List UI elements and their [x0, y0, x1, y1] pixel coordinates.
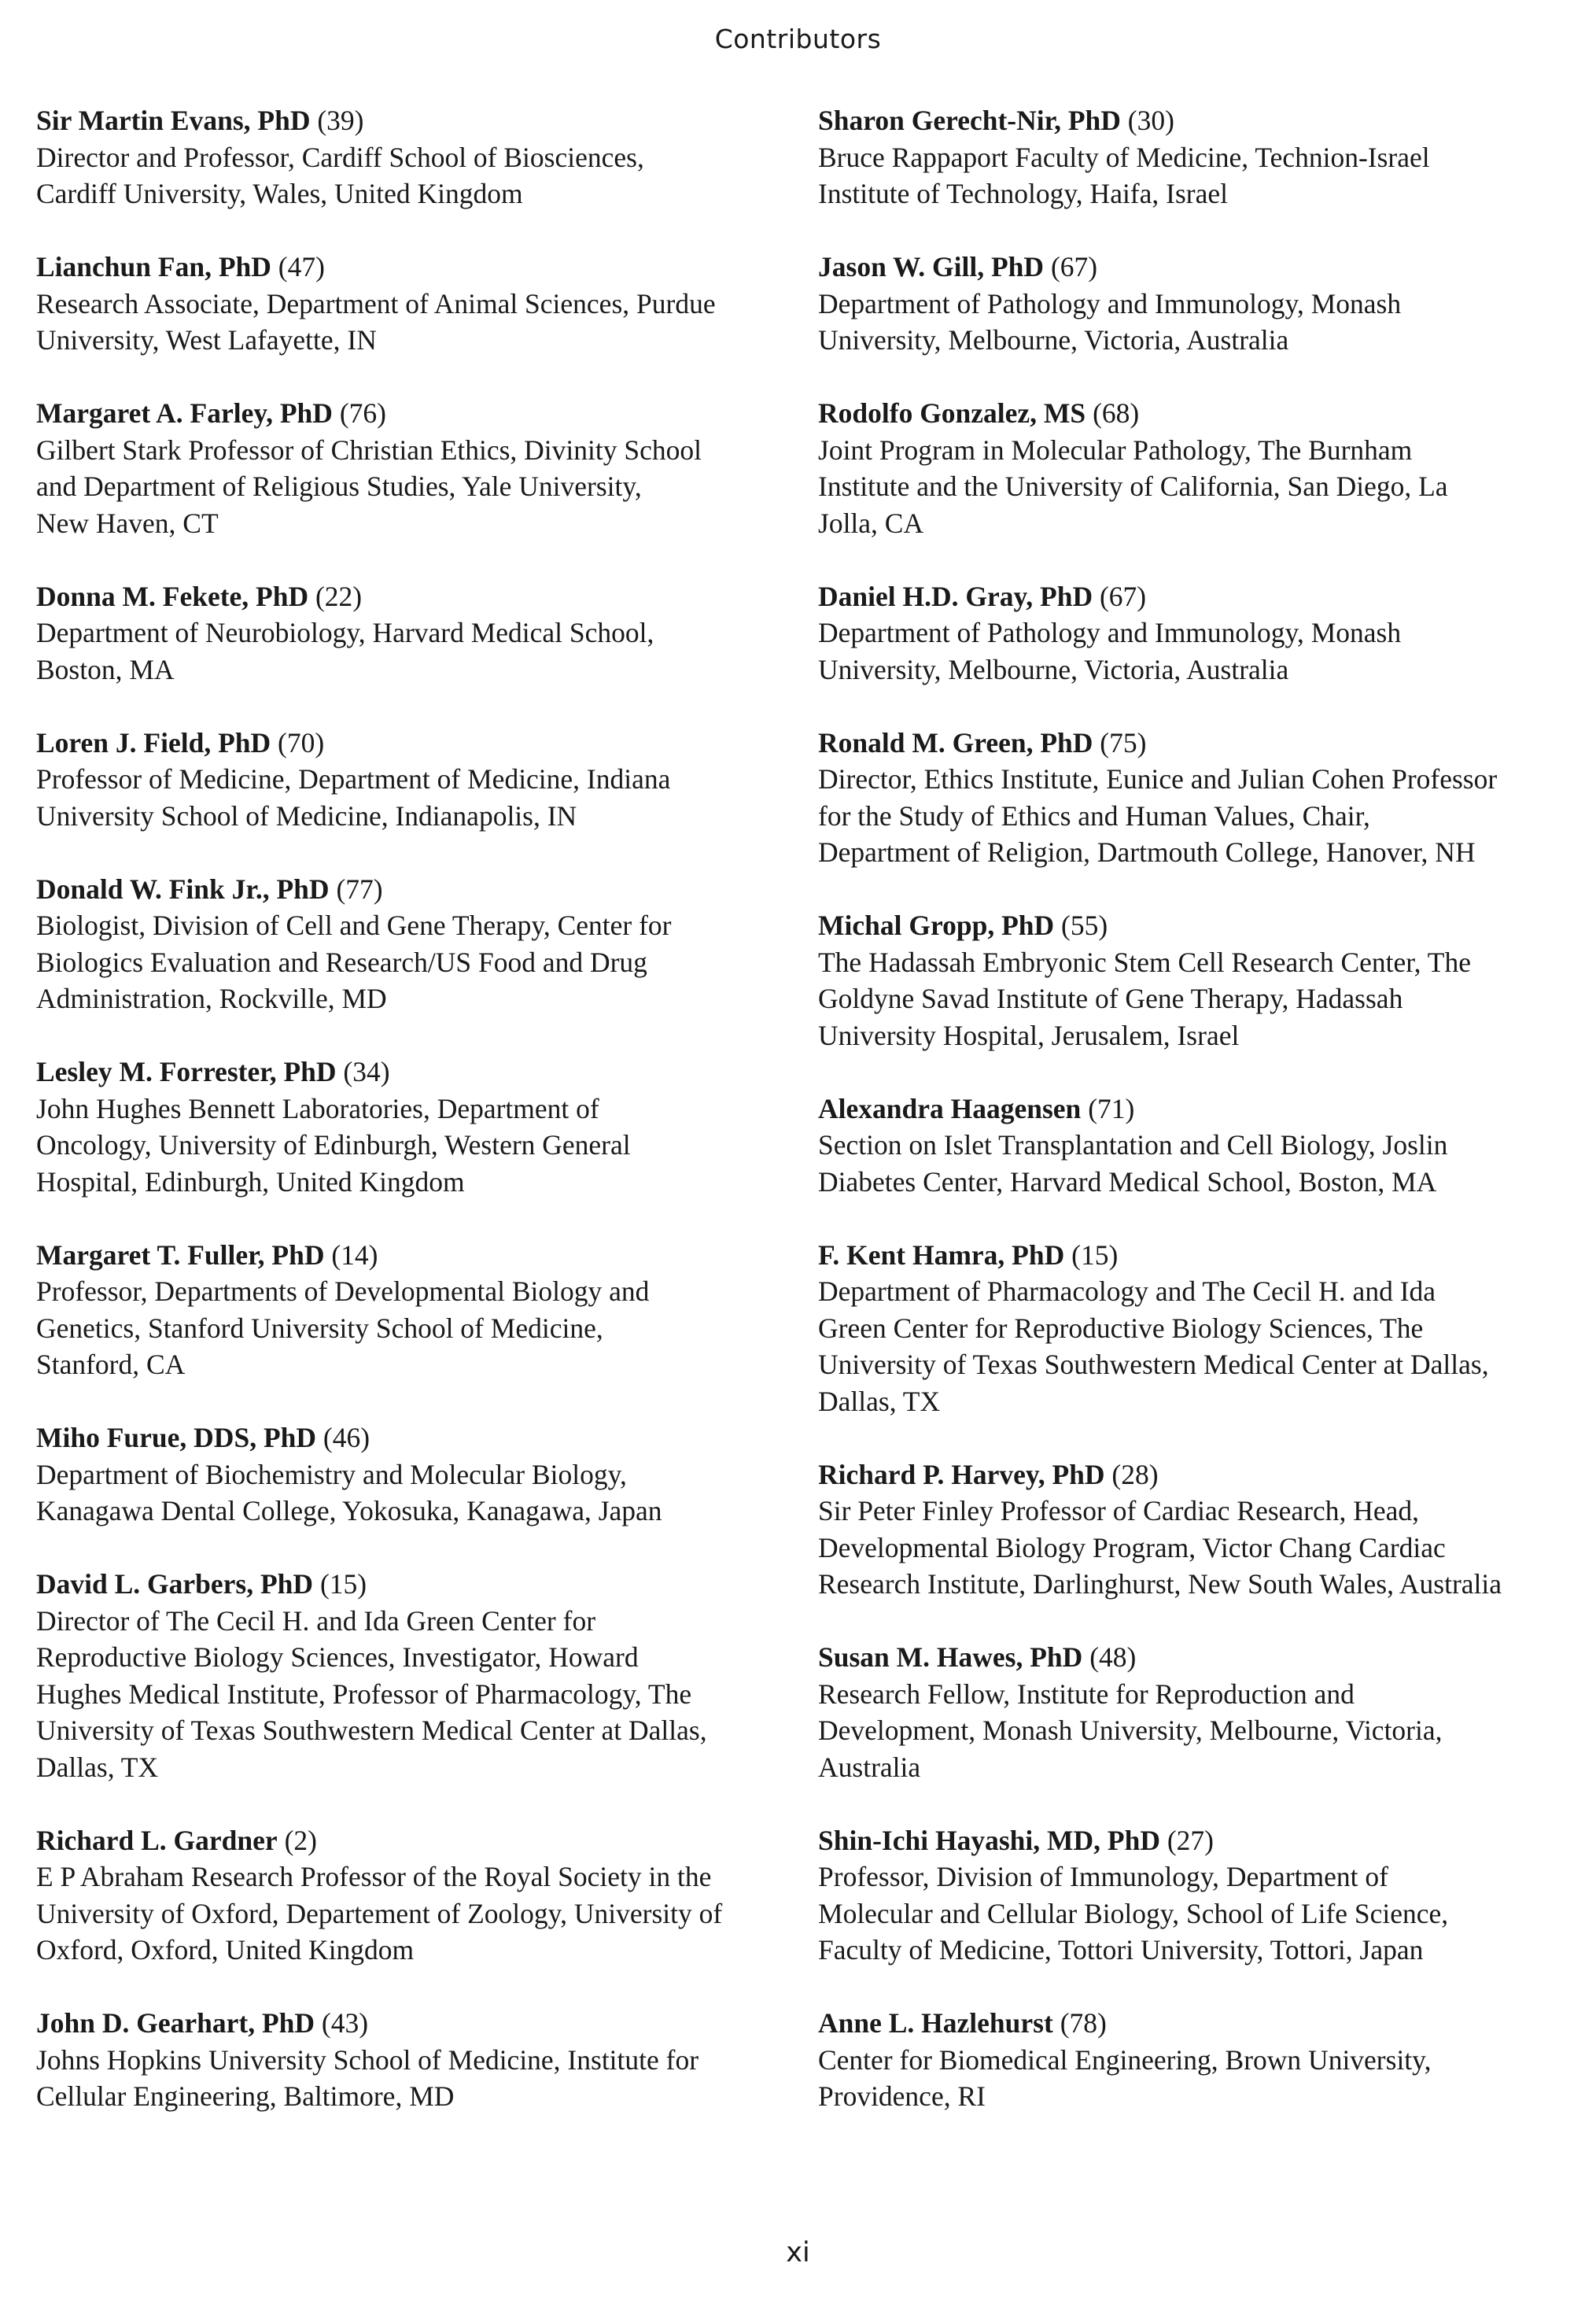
contributor-affiliation-line: Institute and the University of California, San Diego, La	[818, 471, 1448, 502]
contributor-heading	[818, 1091, 1573, 1128]
contributor-affiliation-line: University School of Medicine, Indianapolis, IN	[36, 799, 577, 832]
contributor-affiliation-line: University, West Lafayette, IN	[36, 324, 377, 356]
contributor-heading	[818, 1822, 1573, 1859]
contributor-heading	[36, 1419, 791, 1456]
contributor-name: Alexandra Haagensen	[818, 1092, 1082, 1124]
contributor-affiliation-line: Research Associate, Department of Animal Sciences, Purdue	[36, 287, 716, 319]
contributor-entry	[818, 907, 1573, 1054]
contributor-chapter: (78)	[1060, 2007, 1107, 2039]
contributor-chapter: (2)	[284, 1824, 317, 1856]
contributor-entry	[818, 249, 1573, 359]
contributor-entry	[818, 578, 1573, 688]
contributor-affiliation-line: Professor of Medicine, Department of Medicine, Indiana	[36, 763, 671, 795]
contributor-affiliation-line: Kanagawa Dental College, Yokosuka, Kanagawa, Japan	[36, 1495, 662, 1526]
contributor-heading	[36, 1822, 791, 1859]
contributor-name: Loren J. Field, PhD	[36, 726, 271, 759]
contributor-heading	[818, 578, 1573, 615]
contributor-affiliation-line: Director and Professor, Cardiff School of Biosciences,	[36, 141, 644, 173]
contributor-heading	[36, 102, 791, 139]
contributor-chapter: (28)	[1111, 1458, 1159, 1490]
page-number: xi	[786, 2237, 810, 2268]
contributor-name: Susan M. Hawes, PhD	[818, 1641, 1083, 1673]
contributor-heading	[818, 249, 1573, 286]
contributor-heading	[818, 725, 1573, 762]
contributor-entry	[36, 871, 791, 1017]
contributor-name: Shin-Ichi Hayashi, MD, PhD	[818, 1824, 1160, 1856]
contributor-chapter: (68)	[1093, 397, 1140, 429]
contributor-affiliation-line: The Hadassah Embryonic Stem Cell Research Center, The	[818, 946, 1471, 978]
contributor-affiliation-line: Director of The Cecil H. and Ida Green Center for	[36, 1604, 596, 1637]
contributor-name: John D. Gearhart, PhD	[36, 2007, 315, 2039]
contributor-affiliation-line: Boston, MA	[36, 653, 175, 685]
contributor-entry	[36, 578, 791, 688]
contributor-affiliation-line: Sir Peter Finley Professor of Cardiac Research, Head,	[818, 1495, 1420, 1526]
contributor-chapter: (71)	[1088, 1092, 1135, 1124]
contributor-affiliation-line: University of Texas Southwestern Medical Center at Dallas,	[36, 1715, 707, 1746]
contributor-entry	[818, 1639, 1573, 1785]
contributor-name: Donald W. Fink Jr., PhD	[36, 873, 330, 905]
contributor-affiliation-line: University, Melbourne, Victoria, Australia	[818, 653, 1289, 685]
contributor-chapter: (15)	[319, 1568, 367, 1600]
contributor-affiliation-line: Reproductive Biology Sciences, Investigator, Howard	[36, 1641, 639, 1673]
contributor-affiliation-line: Research Institute, Darlinghurst, New South Wales, Australia	[818, 1568, 1502, 1600]
contributor-affiliation-line: John Hughes Bennett Laboratories, Department of	[36, 1092, 599, 1124]
contributor-affiliation-line: University of Texas Southwestern Medical Center at Dallas,	[818, 1349, 1489, 1380]
contributor-name: Ronald M. Green, PhD	[818, 726, 1093, 759]
contributor-heading	[36, 871, 791, 908]
contributor-heading	[818, 1237, 1573, 1274]
contributor-affiliation-line: Faculty of Medicine, Tottori University, Tottori, Japan	[818, 1934, 1424, 1966]
contributor-affiliation-line: E P Abraham Research Professor of the Royal Society in the	[36, 1861, 712, 1892]
contributor-chapter: (39)	[317, 105, 364, 136]
contributor-name: Michal Gropp, PhD	[818, 910, 1055, 941]
contributor-affiliation-line: Section on Islet Transplantation and Cell Biology, Joslin	[818, 1129, 1448, 1161]
contributor-affiliation-line: University, Melbourne, Victoria, Australia	[818, 324, 1289, 356]
contributor-chapter: (14)	[331, 1238, 378, 1271]
contributor-entry	[36, 725, 791, 835]
contributor-name: Margaret A. Farley, PhD	[36, 397, 333, 429]
contributor-name: Donna M. Fekete, PhD	[36, 580, 309, 612]
contributor-affiliation-line: Green Center for Reproductive Biology Sciences, The	[818, 1312, 1424, 1344]
contributor-heading	[36, 1566, 791, 1603]
contributor-affiliation-line: Institute of Technology, Haifa, Israel	[818, 178, 1228, 209]
contributor-affiliation-line: University Hospital, Jerusalem, Israel	[818, 1019, 1240, 1051]
contributor-affiliation-line: Department of Biochemistry and Molecular Biology,	[36, 1458, 627, 1490]
contributor-affiliation-line: Professor, Departments of Developmental Biology and	[36, 1275, 650, 1307]
contributor-name: Lesley M. Forrester, PhD	[36, 1056, 337, 1087]
contributor-affiliation-line: Director, Ethics Institute, Eunice and Julian Cohen Professor	[818, 763, 1498, 795]
contributor-chapter: (22)	[315, 580, 363, 612]
contributor-affiliation-line: Goldyne Savad Institute of Gene Therapy, Hadassah	[818, 983, 1403, 1014]
contributor-name: David L. Garbers, PhD	[36, 1568, 314, 1600]
contributor-affiliation-line: and Department of Religious Studies, Yale University,	[36, 471, 642, 502]
contributor-name: Sir Martin Evans, PhD	[36, 105, 311, 136]
contributor-chapter: (30)	[1127, 105, 1174, 136]
contributor-heading	[818, 907, 1573, 944]
contributor-affiliation-line: Providence, RI	[818, 2080, 986, 2112]
contributor-affiliation-line: Stanford, CA	[36, 1349, 186, 1380]
contributor-affiliation-line: Bruce Rappaport Faculty of Medicine, Technion-Israel	[818, 141, 1430, 173]
contributor-chapter: (67)	[1050, 251, 1098, 282]
contributor-entry	[818, 725, 1573, 871]
contributor-chapter: (55)	[1061, 910, 1108, 941]
contributor-chapter: (34)	[343, 1056, 390, 1087]
contributor-heading	[818, 2005, 1573, 2042]
contributor-heading	[36, 725, 791, 762]
contributor-affiliation-line: Cellular Engineering, Baltimore, MD	[36, 2080, 455, 2112]
contributor-affiliation-line: Research Fellow, Institute for Reproduction and	[818, 1678, 1355, 1710]
contributor-entry	[36, 1237, 791, 1383]
contributor-name: Anne L. Hazlehurst	[818, 2007, 1053, 2039]
contributor-entry	[818, 395, 1573, 541]
contributor-entry	[818, 1456, 1573, 1603]
contributor-chapter: (46)	[323, 1422, 370, 1453]
contributor-entry	[36, 1566, 791, 1785]
contributor-heading	[818, 102, 1573, 139]
contributor-affiliation-line: University of Oxford, Departement of Zoology, University of	[36, 1897, 723, 1929]
contributor-affiliation-line: for the Study of Ethics and Human Values, Chair,	[818, 799, 1370, 832]
contributor-affiliation-line: Cardiff University, Wales, United Kingdom	[36, 178, 523, 209]
contributor-entry	[36, 2005, 791, 2115]
contributor-affiliation-line: Hospital, Edinburgh, United Kingdom	[36, 1165, 465, 1198]
contributor-affiliation-line: Department of Religion, Dartmouth College, Hanover, NH	[818, 836, 1476, 868]
contributor-name: Lianchun Fan, PhD	[36, 251, 271, 282]
contributor-affiliation-line: Oxford, Oxford, United Kingdom	[36, 1934, 415, 1966]
contributor-affiliation-line: Jolla, CA	[818, 507, 924, 539]
contributor-affiliation-line: New Haven, CT	[36, 507, 219, 539]
contributor-affiliation-line: Johns Hopkins University School of Medicine, Institute for	[36, 2043, 699, 2076]
contributor-chapter: (67)	[1099, 580, 1147, 612]
contributor-affiliation-line: Molecular and Cellular Biology, School of Life Science,	[818, 1897, 1449, 1929]
contributor-chapter: (75)	[1100, 726, 1147, 759]
contributor-heading	[818, 1456, 1573, 1493]
contributor-heading	[36, 1237, 791, 1274]
contributor-name: Richard P. Harvey, PhD	[818, 1458, 1105, 1490]
contributor-affiliation-line: Hughes Medical Institute, Professor of Pharmacology, The	[36, 1678, 692, 1710]
contributors-left-column	[36, 102, 791, 2151]
contributor-chapter: (77)	[336, 873, 383, 905]
contributor-heading	[36, 395, 791, 432]
contributor-chapter: (43)	[321, 2007, 369, 2039]
contributor-affiliation-line: Gilbert Stark Professor of Christian Ethics, Divinity School	[36, 434, 702, 466]
contributor-affiliation-line: Professor, Division of Immunology, Department of	[818, 1861, 1388, 1892]
contributor-heading	[818, 395, 1573, 432]
contributor-entry	[36, 1419, 791, 1530]
contributor-chapter: (76)	[339, 397, 386, 429]
contributor-chapter: (70)	[278, 726, 325, 759]
contributor-entry	[36, 1054, 791, 1200]
contributor-affiliation-line: Department of Pathology and Immunology, Monash	[818, 287, 1402, 319]
page-header-title: Contributors	[714, 24, 882, 54]
contributor-chapter: (47)	[278, 251, 325, 282]
contributor-name: F. Kent Hamra, PhD	[818, 1238, 1065, 1271]
contributor-affiliation-line: Department of Pathology and Immunology, Monash	[818, 617, 1402, 648]
contributor-entry	[818, 102, 1573, 212]
contributor-affiliation-line: Biologics Evaluation and Research/US Food and Drug	[36, 946, 647, 978]
contributor-name: Richard L. Gardner	[36, 1824, 278, 1856]
contributor-name: Jason W. Gill, PhD	[818, 251, 1045, 282]
contributor-entry	[36, 395, 791, 541]
contributor-affiliation-line: Department of Pharmacology and The Cecil H. and Ida	[818, 1275, 1436, 1307]
contributor-heading	[36, 2005, 791, 2042]
contributor-affiliation-line: Dallas, TX	[818, 1385, 941, 1417]
contributor-entry	[36, 249, 791, 359]
contributor-affiliation-line: Biologist, Division of Cell and Gene Therapy, Center for	[36, 910, 672, 941]
contributor-entry	[36, 102, 791, 212]
contributor-affiliation-line: Development, Monash University, Melbourne, Victoria,	[818, 1715, 1443, 1746]
contributor-affiliation-line: Department of Neurobiology, Harvard Medical School,	[36, 617, 654, 648]
contributor-name: Miho Furue, DDS, PhD	[36, 1422, 317, 1453]
contributor-entry	[36, 1822, 791, 1969]
contributor-entry	[818, 2005, 1573, 2115]
contributors-right-column	[818, 102, 1573, 2151]
contributor-heading	[36, 1054, 791, 1091]
contributor-affiliation-line: Developmental Biology Program, Victor Chang Cardiac	[818, 1531, 1446, 1563]
contributor-affiliation-line: Diabetes Center, Harvard Medical School, Boston, MA	[818, 1165, 1437, 1198]
contributor-chapter: (48)	[1089, 1641, 1137, 1673]
contributor-heading	[818, 1639, 1573, 1676]
contributor-entry	[818, 1237, 1573, 1420]
contributor-entry	[818, 1822, 1573, 1969]
contributor-entry	[818, 1091, 1573, 1201]
contributor-chapter: (27)	[1167, 1824, 1214, 1856]
contributor-affiliation-line: Center for Biomedical Engineering, Brown University,	[818, 2043, 1432, 2076]
contributor-name: Margaret T. Fuller, PhD	[36, 1238, 325, 1271]
contributor-chapter: (15)	[1071, 1238, 1119, 1271]
contributor-heading	[36, 578, 791, 615]
contributor-name: Daniel H.D. Gray, PhD	[818, 580, 1093, 612]
contributor-name: Rodolfo Gonzalez, MS	[818, 397, 1086, 429]
contributor-affiliation-line: Australia	[818, 1751, 921, 1783]
contributor-affiliation-line: Genetics, Stanford University School of Medicine,	[36, 1312, 603, 1344]
contributor-name: Sharon Gerecht-Nir, PhD	[818, 105, 1121, 136]
contributor-affiliation-line: Administration, Rockville, MD	[36, 983, 387, 1014]
contributor-heading	[36, 249, 791, 286]
contributor-affiliation-line: Dallas, TX	[36, 1751, 159, 1783]
contributor-affiliation-line: Joint Program in Molecular Pathology, The Burnham	[818, 434, 1413, 466]
contributor-affiliation-line: Oncology, University of Edinburgh, Western General	[36, 1129, 631, 1161]
